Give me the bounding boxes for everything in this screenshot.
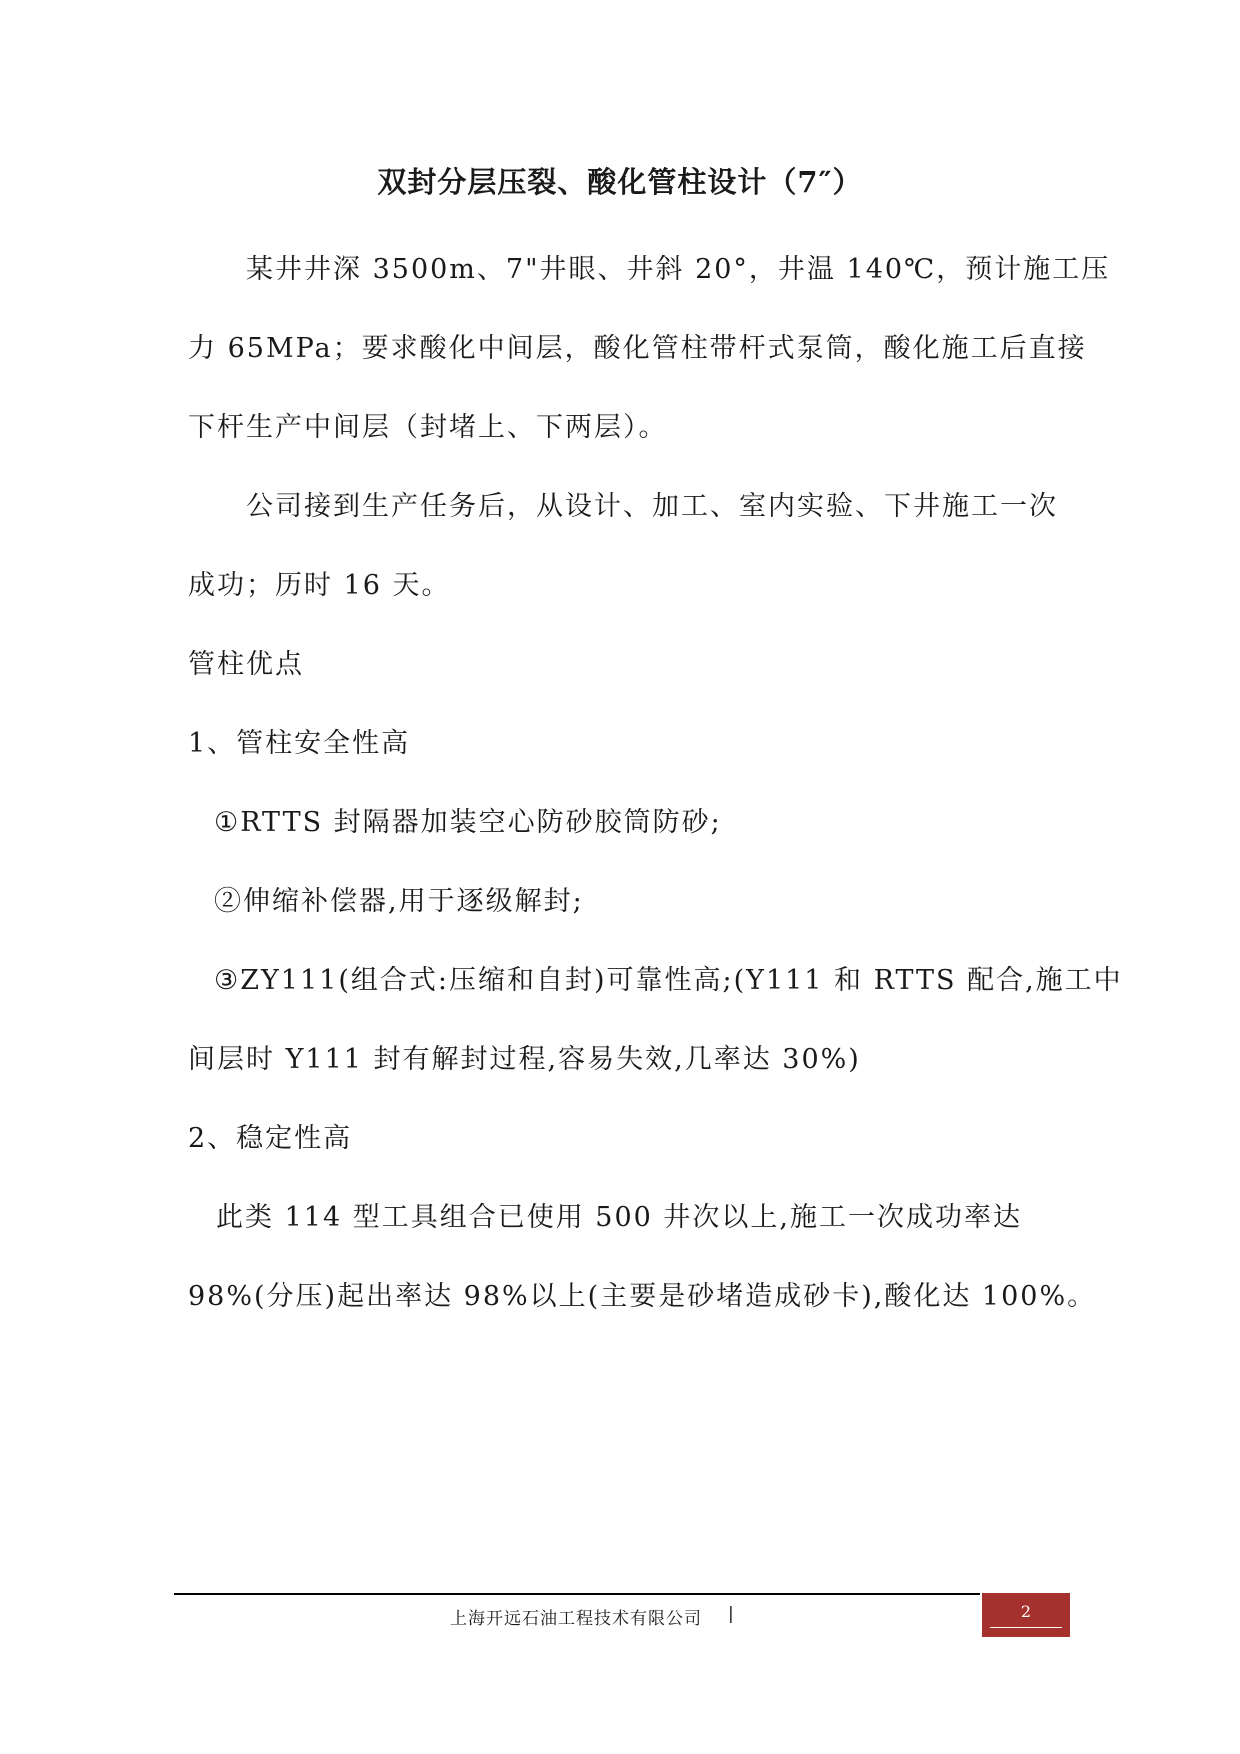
list-heading: 2、稳定性高 xyxy=(188,1123,353,1154)
list-heading: 1、管柱安全性高 xyxy=(188,728,411,759)
paragraph-line: 98%(分压)起出率达 98%以上(主要是砂堵造成砂卡),酸化达 100%。 xyxy=(188,1281,1097,1312)
footer-company-name: 上海开远石油工程技术有限公司 xyxy=(450,1609,702,1629)
paragraph-line: 公司接到生产任务后，从设计、加工、室内实验、下井施工一次 xyxy=(246,491,1058,522)
paragraph-line: 某井井深 3500m、7"井眼、井斜 20°，井温 140℃，预计施工压 xyxy=(246,254,1111,285)
document-title: 双封分层压裂、酸化管柱设计（7″） xyxy=(377,165,863,199)
paragraph-line: 此类 114 型工具组合已使用 500 井次以上,施工一次成功率达 xyxy=(216,1202,1022,1233)
list-item-continuation: 间层时 Y111 封有解封过程,容易失效,几率达 30%) xyxy=(188,1044,861,1075)
list-item: ③ZY111(组合式:压缩和自封)可靠性高;(Y111 和 RTTS 配合,施工中 xyxy=(214,965,1123,996)
section-heading: 管柱优点 xyxy=(188,649,304,680)
footer-divider xyxy=(174,1593,980,1595)
paragraph-line: 成功；历时 16 天。 xyxy=(188,570,451,601)
paragraph-line: 力 65MPa；要求酸化中间层，酸化管柱带杆式泵筒，酸化施工后直接 xyxy=(188,333,1087,364)
page-number-underline xyxy=(990,1627,1062,1628)
footer-separator: | xyxy=(728,1604,734,1624)
paragraph-line: 下杆生产中间层（封堵上、下两层）。 xyxy=(188,412,668,443)
list-item: ①RTTS 封隔器加装空心防砂胶筒防砂; xyxy=(214,807,722,838)
page-number: 2 xyxy=(1020,1602,1032,1621)
list-item: ②伸缩补偿器,用于逐级解封; xyxy=(214,886,584,917)
